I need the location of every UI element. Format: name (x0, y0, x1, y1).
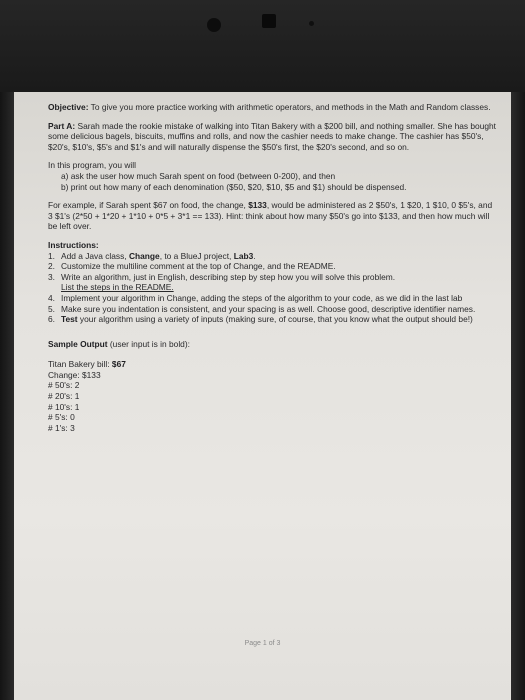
instruction-item-5: 5. Make sure you indentation is consistent, and your spacing is as well. Choose good, descriptive identifier names. (48, 303, 476, 314)
sample-output-line: # 1's: 3 (48, 422, 75, 433)
objective-label: Objective: (48, 102, 89, 112)
program-section (48, 160, 498, 192)
part-a-text: Sarah made the rookie mistake of walking into Titan Bakery with a $200 bill, and nothing smaller. She has bought some delicious bagels, biscuits, muffins and rolls, and now the cashier needs to make change. The cashier has $50's, $20's, $10's, $5's and $1's and will naturally dispense the $50's first, the $20's second, and so on. (48, 120, 497, 152)
example-change-amount: $133 (248, 200, 267, 211)
page-number: Page 1 of 3 (244, 640, 281, 647)
instruction-item-2: 2. Customize the multiline comment at the top of Change, and the README. (48, 261, 336, 272)
part-a-label: Part A: (48, 120, 76, 131)
instructions-heading: Instructions: (48, 239, 99, 250)
example-before: For example, if Sarah spent $67 on food, the change, (48, 200, 249, 211)
sample-output-line: # 20's: 1 (48, 391, 80, 402)
instruction-item-1: 1. Add a Java class, Change, to a BlueJ project, Lab3. (48, 250, 256, 261)
document-screen (14, 92, 511, 700)
instructions-list (48, 251, 498, 325)
sample-output-line: # 5's: 0 (48, 412, 75, 423)
monitor-top-bezel (0, 0, 525, 92)
example-after: , would be administered as 2 $50's, 1 $20, 1 $10, 0 $5's, and 3 $1's (2*50 + 1*20 + 1*10 + 0*5 + 3*1 == 133). Hint: think about how many $50's go into $133, and then how much will be left over. (48, 200, 493, 232)
sample-output-input: $67 (111, 359, 126, 370)
sample-output-line: # 10's: 1 (48, 401, 80, 412)
example-paragraph (48, 200, 498, 232)
objective-text: To give you more practice working with arithmetic operators, and methods in the Math and Random classes. (88, 102, 491, 112)
sample-output-heading-line (48, 339, 498, 350)
program-item-a: a) ask the user how much Sarah spent on food (between 0-200), and then (61, 170, 336, 181)
sample-output-line: Change: $133 (48, 369, 101, 380)
program-intro: In this program, you will (48, 160, 136, 171)
sample-output-note: (user input is in bold): (107, 338, 190, 349)
instructions-section (48, 240, 498, 325)
instruction-readme-underline: List the steps in the README. (61, 282, 174, 293)
document-page (48, 102, 498, 433)
sample-output-prompt: Titan Bakery bill: $67 (48, 359, 126, 370)
instruction-item-4: 4. Implement your algorithm in Change, adding the steps of the algorithm to your code, as we did in the last lab (48, 292, 463, 303)
sample-output-heading: Sample Output (48, 338, 108, 349)
sensor-square-icon (262, 14, 276, 28)
indicator-dot-icon (309, 21, 314, 26)
program-item-b: b) print out how many of each denomination ($50, $20, $10, $5 and $1) should be dispensed. (61, 181, 407, 192)
objective-paragraph (48, 102, 498, 113)
monitor-right-edge (511, 92, 525, 700)
instruction-item-6: 6. Test your algorithm using a variety of inputs (making sure, of course, that you know what the output should be!) (48, 314, 473, 325)
instruction-item-3: 3. Write an algorithm, just in English, describing step by step how you will solve this problem. List the steps in the README. (48, 271, 396, 293)
camera-dot-icon (207, 18, 221, 32)
sample-output-line: # 50's: 2 (48, 380, 80, 391)
monitor-left-edge (0, 92, 14, 700)
part-a-paragraph (48, 121, 498, 153)
sample-output-block (48, 359, 498, 433)
